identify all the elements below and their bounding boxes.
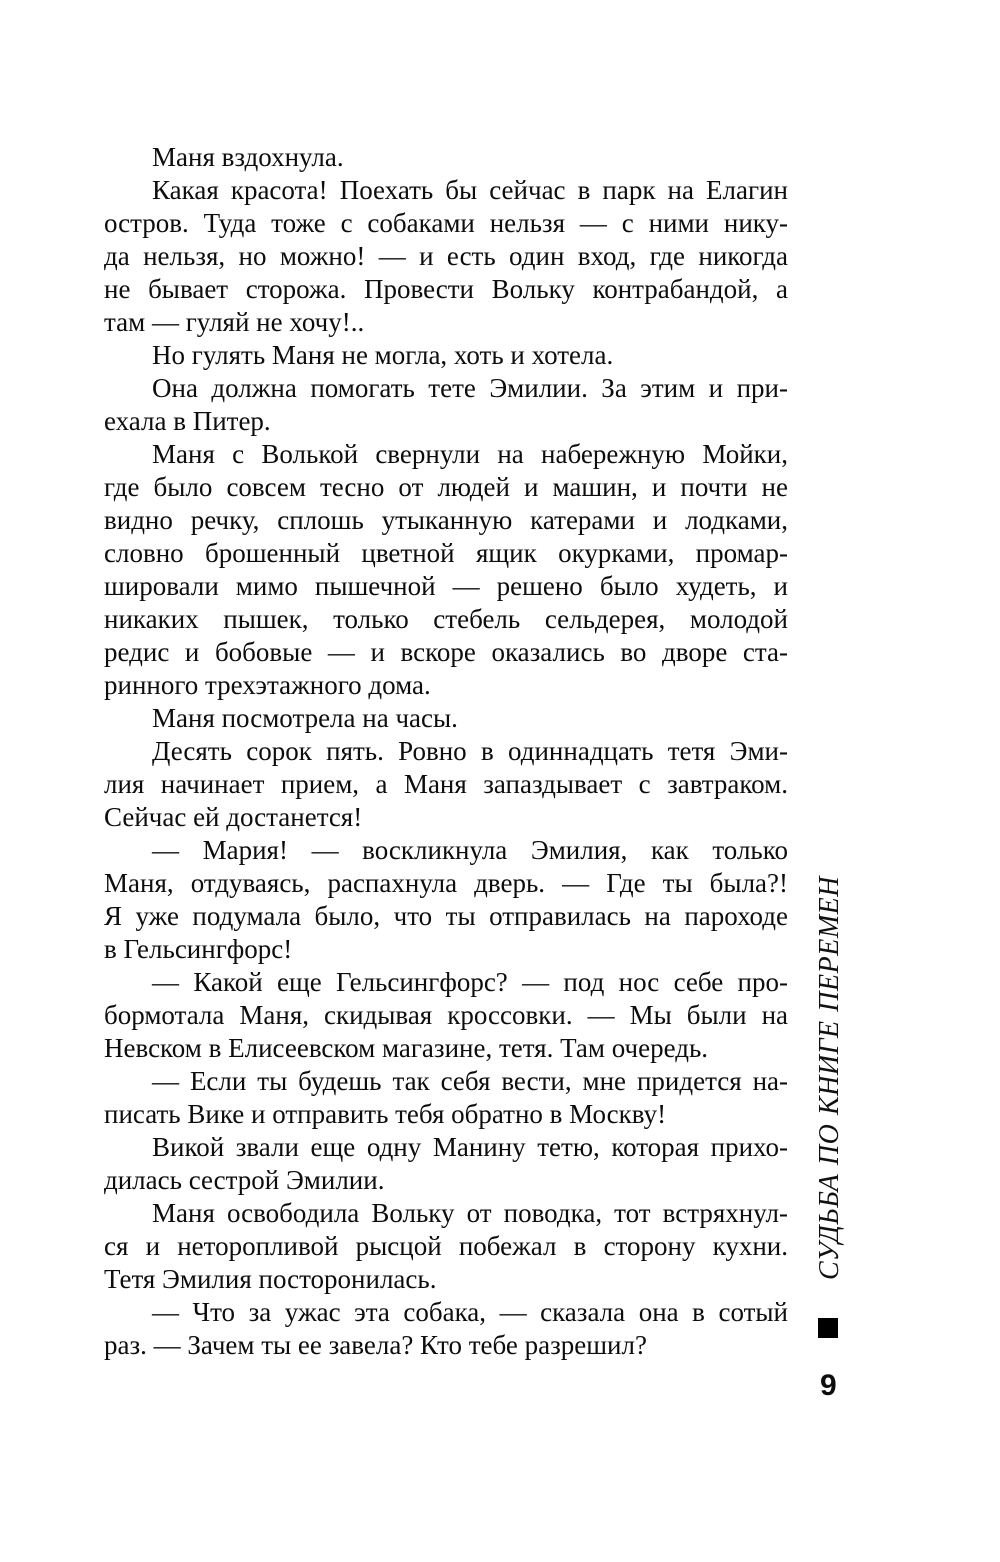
paragraph <box>104 141 788 174</box>
text-line: писать Вике и отправить тебя обратно в Москву! <box>104 1099 667 1129</box>
text-line: — Что за ужас эта собака, — сказала она в сотый <box>152 1297 788 1327</box>
paragraph <box>104 966 788 1065</box>
text-line: Маня, отдуваясь, распахнула дверь. — Где ты была?! <box>104 868 788 898</box>
text-line: — Мария! — воскликнула Эмилия, как только <box>152 835 788 865</box>
text-line: не бывает сторожа. Провести Вольку контрабандой, а <box>104 274 788 304</box>
text-line: шировали мимо пышечной — решено было худеть, и <box>104 571 788 601</box>
text-line: там — гуляй не хочу!.. <box>104 307 365 337</box>
paragraph <box>104 1296 788 1362</box>
text-line: ринного трехэтажного дома. <box>104 670 431 700</box>
text-line: — Какой еще Гельсингфорс? — под нос себе про- <box>152 967 788 997</box>
text-line: Десять сорок пять. Ровно в одиннадцать тетя Эми- <box>152 736 788 766</box>
paragraph <box>104 1197 788 1296</box>
text-line: Маня вздохнула. <box>152 142 344 172</box>
text-line: Она должна помогать тете Эмилии. За этим и при- <box>152 373 788 403</box>
text-line: остров. Туда тоже с собаками нельзя — с ними нику- <box>104 208 788 238</box>
sidebar-vertical-title: СУДЬБА ПО КНИГЕ ПЕРЕМЕН <box>814 876 845 1280</box>
text-line: Сейчас ей достанется! <box>104 802 363 832</box>
text-line: в Гельсингфорс! <box>104 934 293 964</box>
text-line: Я уже подумала было, что ты отправилась на пароходе <box>104 901 788 931</box>
text-line: Какая красота! Поехать бы сейчас в парк на Елагин <box>152 175 788 205</box>
paragraph <box>104 1131 788 1197</box>
paragraph <box>104 372 788 438</box>
text-line: Маня посмотрела на часы. <box>152 703 458 733</box>
text-line: ся и неторопливой рысцой побежал в сторону кухни. <box>104 1231 788 1261</box>
text-line: да нельзя, но можно! — и есть один вход, где никогда <box>104 241 788 271</box>
text-line: Викой звали еще одну Манину тетю, которая прихо- <box>152 1132 788 1162</box>
text-line: бормотала Маня, скидывая кроссовки. — Мы были на <box>104 1000 788 1030</box>
text-line: видно речку, сплошь утыканную катерами и лодками, <box>104 505 788 535</box>
text-line: Маня освободила Вольку от поводка, тот встряхнул- <box>152 1198 788 1228</box>
text-line: Тетя Эмилия посторонилась. <box>104 1264 437 1294</box>
page-number: 9 <box>820 1369 837 1402</box>
paragraph <box>104 438 788 702</box>
text-line: Но гулять Маня не могла, хоть и хотела. <box>152 340 614 370</box>
text-line: дилась сестрой Эмилии. <box>104 1165 385 1195</box>
paragraph <box>104 1065 788 1131</box>
paragraph <box>104 174 788 339</box>
text-line: никаких пышек, только стебель сельдерея, молодой <box>104 604 788 634</box>
text-line: лия начинает прием, а Маня запаздывает с завтраком. <box>104 769 788 799</box>
body-text <box>104 141 788 1362</box>
text-line: где было совсем тесно от людей и машин, и почти не <box>104 472 788 502</box>
text-line: Маня с Волькой свернули на набережную Мойки, <box>152 439 788 469</box>
paragraph <box>104 702 788 735</box>
section-marker-square <box>818 1318 838 1338</box>
text-line: редис и бобовые — и вскоре оказались во дворе ста- <box>104 637 788 667</box>
text-line: ехала в Питер. <box>104 406 271 436</box>
paragraph <box>104 834 788 966</box>
paragraph <box>104 339 788 372</box>
text-line: словно брошенный цветной ящик окурками, промар- <box>104 538 788 568</box>
text-line: раз. — Зачем ты ее завела? Кто тебе разрешил? <box>104 1330 647 1360</box>
text-line: Невском в Елисеевском магазине, тетя. Там очередь. <box>104 1033 709 1063</box>
text-line: — Если ты будешь так себя вести, мне придется на- <box>152 1066 788 1096</box>
paragraph <box>104 735 788 834</box>
